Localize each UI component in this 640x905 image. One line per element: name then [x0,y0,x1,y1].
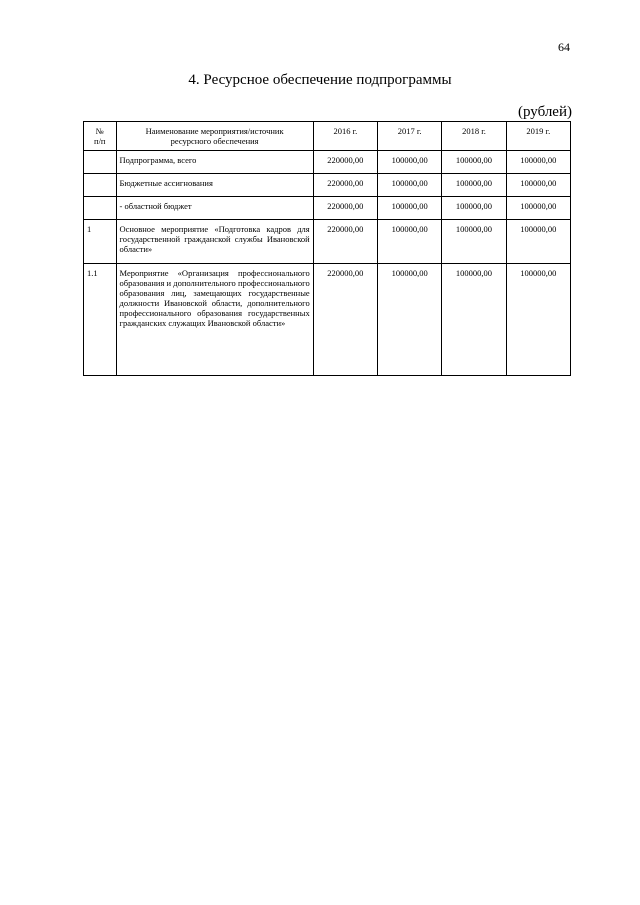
header-year-2017: 2017 г. [378,122,442,151]
row-value-2016: 220000,00 [313,174,377,197]
row-value-2017: 100000,00 [378,174,442,197]
header-name-line1: Наименование мероприятия/источник [145,126,284,136]
row-value-2019: 100000,00 [506,220,570,264]
row-value-2019: 100000,00 [506,151,570,174]
header-name-line2: ресурсного обеспечения [170,136,259,146]
table-row [84,264,571,376]
row-value-2018: 100000,00 [442,220,506,264]
row-name: Подпрограмма, всего [116,151,313,174]
row-value-2016: 220000,00 [313,151,377,174]
section-heading: 4. Ресурсное обеспечение подпрограммы [188,72,452,88]
row-value-2017: 100000,00 [378,220,442,264]
row-value-2019: 100000,00 [506,264,570,376]
row-value-2019: 100000,00 [506,197,570,220]
row-num [84,197,117,220]
row-value-2018: 100000,00 [442,264,506,376]
table-row [84,151,571,174]
header-year-2019: 2019 г. [506,122,570,151]
row-value-2016: 220000,00 [313,220,377,264]
table-row [84,197,571,220]
row-num [84,174,117,197]
row-name: - областной бюджет [116,197,313,220]
row-value-2019: 100000,00 [506,174,570,197]
resource-table [83,121,571,376]
units-label: (рублей) [517,104,572,120]
header-year-2018: 2018 г. [442,122,506,151]
header-num-line2: п/п [94,136,106,146]
header-year-2016: 2016 г. [313,122,377,151]
page-number: 64 [558,40,570,54]
header-num-line1: № [95,126,104,136]
row-value-2018: 100000,00 [442,174,506,197]
row-name: Основное мероприятие «Подготовка кадров для государственной гражданской службы Ивановской области» [116,220,313,264]
row-value-2018: 100000,00 [442,151,506,174]
table-row [84,174,571,197]
row-value-2017: 100000,00 [378,151,442,174]
row-value-2017: 100000,00 [378,197,442,220]
header-name [116,122,313,151]
row-value-2016: 220000,00 [313,197,377,220]
row-name: Мероприятие «Организация профессионального образования и дополнительного профессионального образования лиц, замещающих государственные должности Ивановской области, дополнительного профессионального образования государственных гражданских служащих Ивановской области» [116,264,313,376]
header-num [84,122,117,151]
row-num: 1.1 [84,264,117,376]
table-row [84,220,571,264]
table-header-row [84,122,571,151]
row-num: 1 [84,220,117,264]
row-num [84,151,117,174]
row-name: Бюджетные ассигнования [116,174,313,197]
row-value-2017: 100000,00 [378,264,442,376]
row-value-2018: 100000,00 [442,197,506,220]
row-value-2016: 220000,00 [313,264,377,376]
